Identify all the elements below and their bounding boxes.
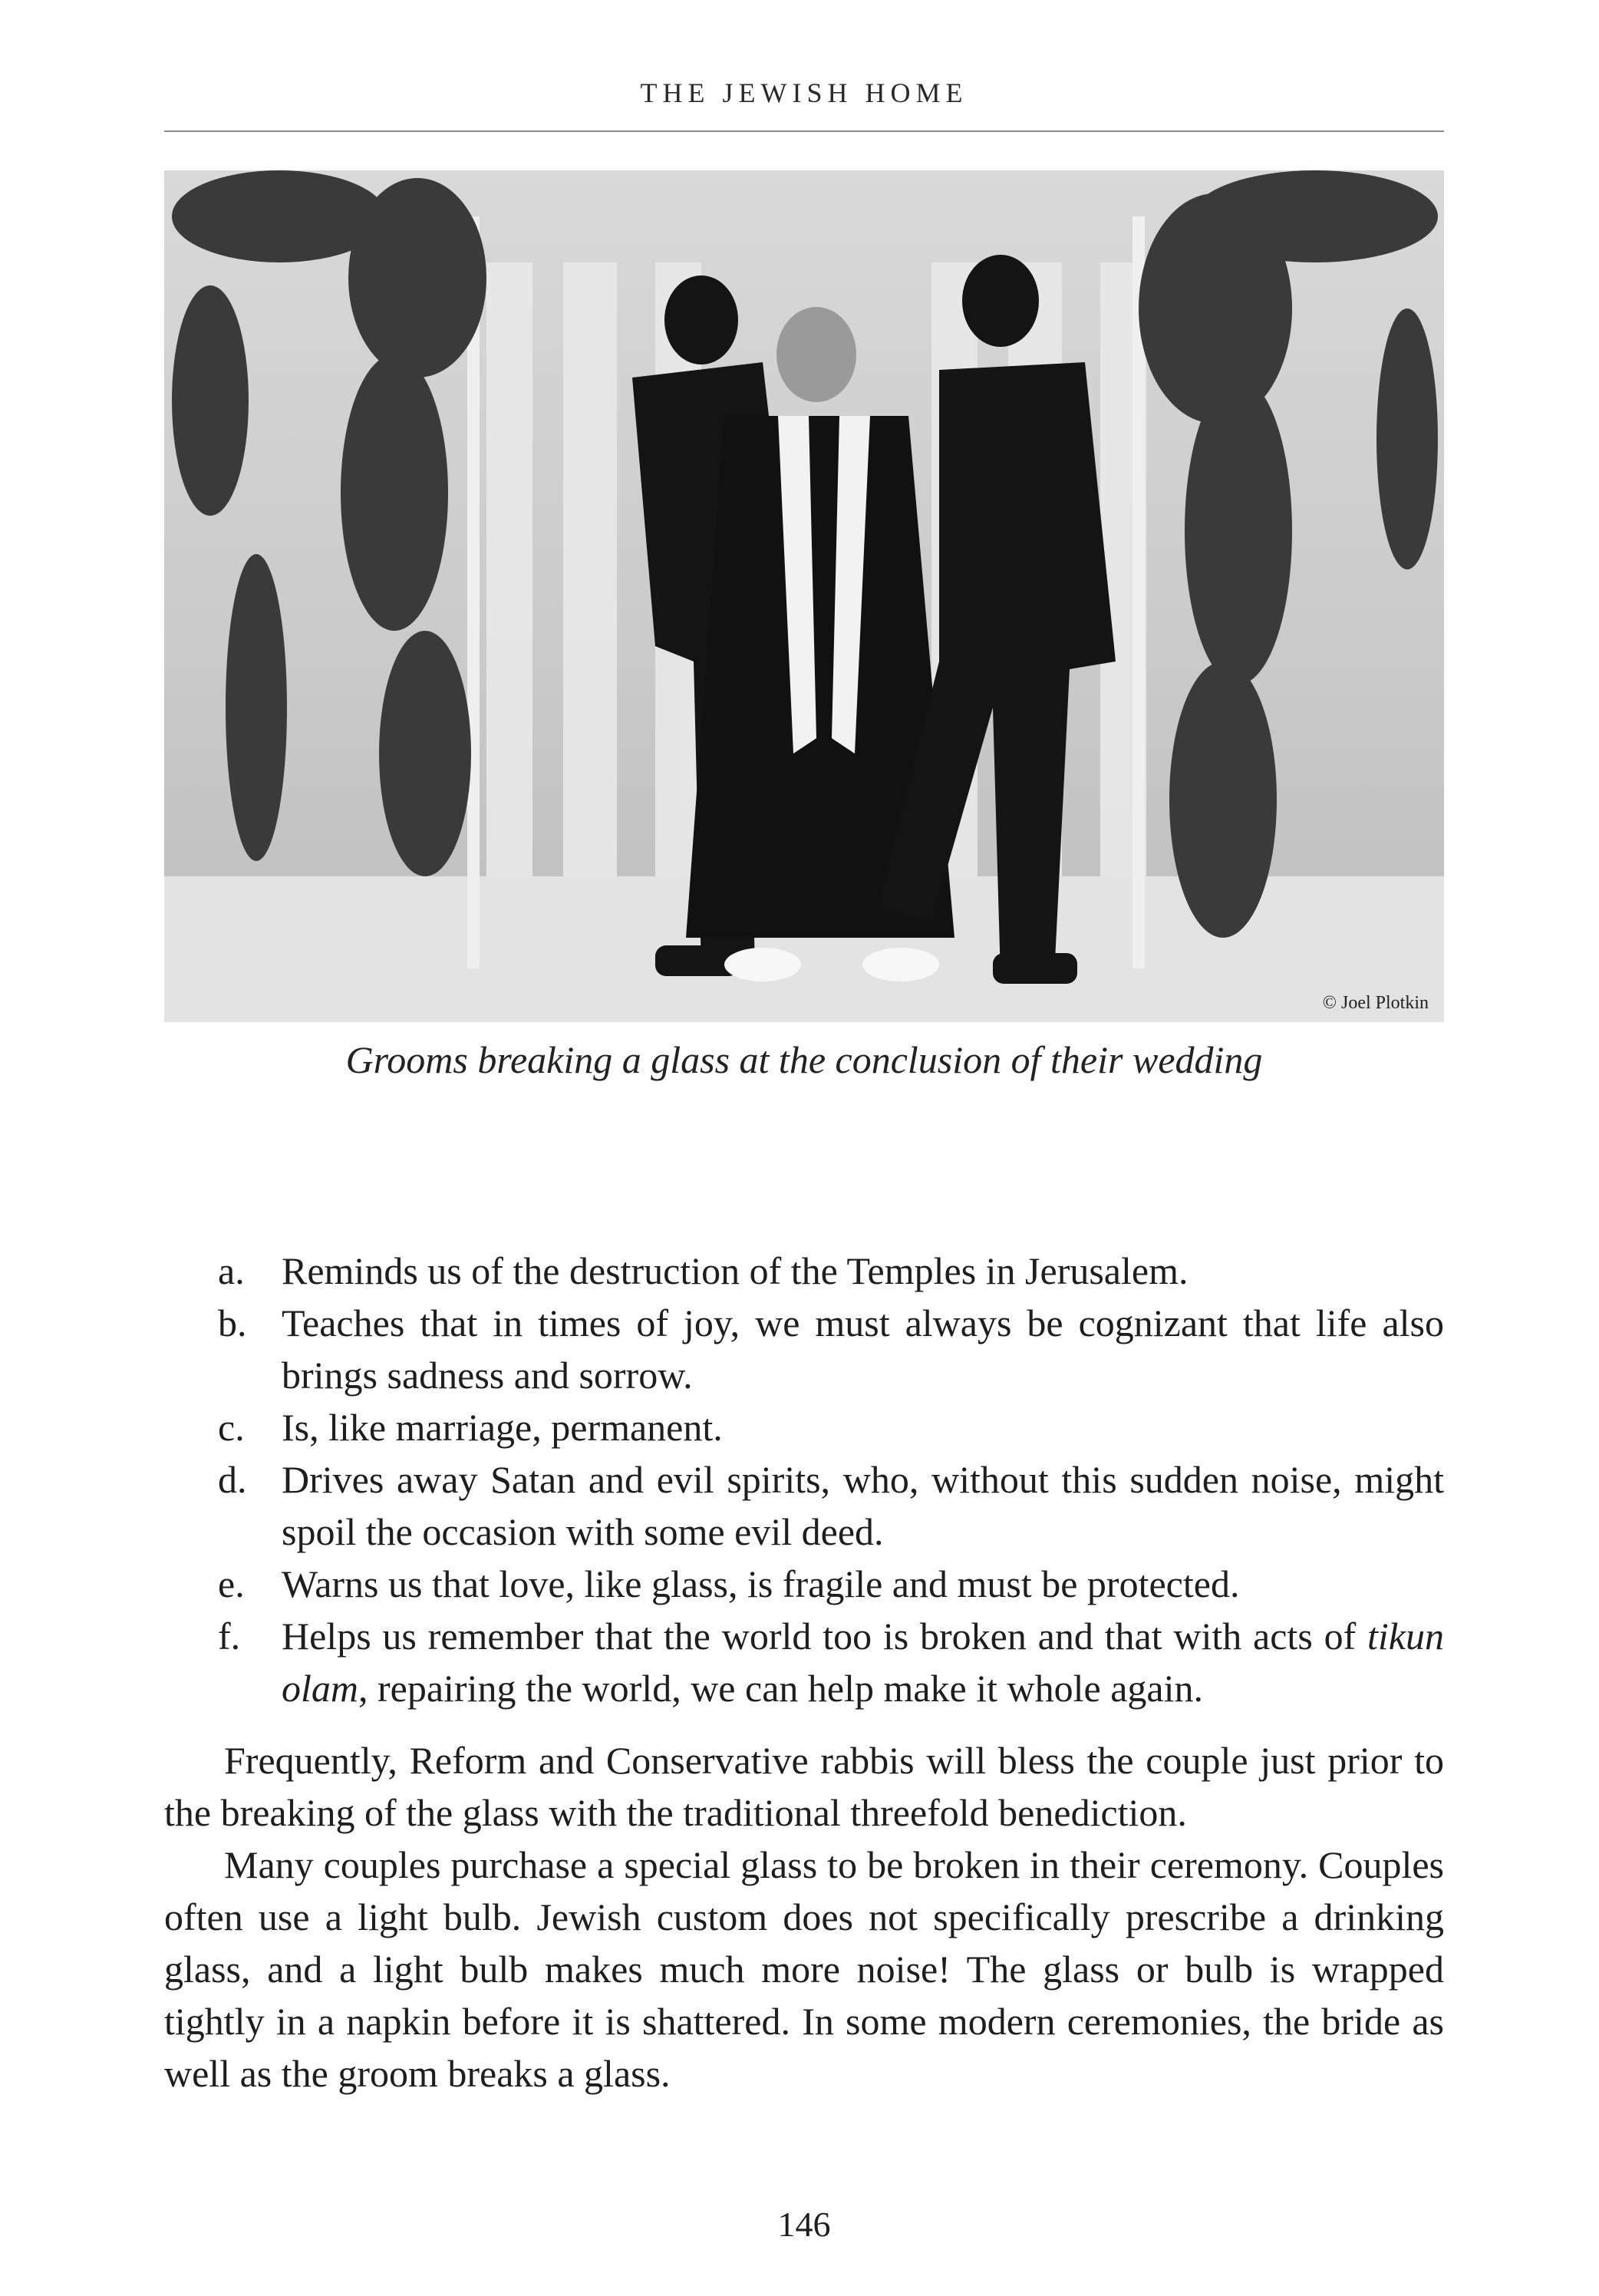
body-paragraph: Frequently, Reform and Conservative rabbis will bless the couple just prior to the breaking of the glass with the traditional threefold benediction. xyxy=(164,1739,1444,1834)
list-item xyxy=(164,1610,1444,1714)
list-letter: f. xyxy=(218,1615,241,1658)
list-item xyxy=(164,1401,1444,1453)
list-text xyxy=(282,1610,1444,1714)
figure-caption: Grooms breaking a glass at the conclusion of their wedding xyxy=(345,1038,1263,1081)
list-letter: a. xyxy=(218,1249,245,1292)
list-text: Reminds us of the destruction of the Temples in Jerusalem. xyxy=(282,1249,1189,1292)
list-item xyxy=(164,1558,1444,1610)
list-letter: e. xyxy=(218,1562,245,1605)
list-text: Is, like marriage, permanent. xyxy=(282,1406,723,1449)
list-text: Warns us that love, like glass, is fragile and must be protected. xyxy=(282,1562,1240,1605)
list-text-before: Helps us remember that the world too is broken and that with acts of xyxy=(282,1615,1368,1658)
list-letter: c. xyxy=(218,1406,245,1449)
wedding-photo xyxy=(164,170,1444,1022)
list-text-after: , repairing the world, we can help make it whole again. xyxy=(358,1667,1204,1710)
body-paragraph: Many couples purchase a special glass to be broken in their ceremony. Couples often use a light bulb. Jewish custom does not specifically prescribe a drinking glass, and a light bulb makes much more noise! The glass or bulb is wrapped tightly in a napkin before it is shattered. In some modern ceremonies, the bride as well as the groom breaks a glass. xyxy=(164,1843,1444,2095)
list-text: Teaches that in times of joy, we must always be cognizant that life also brings sadness and sorrow. xyxy=(282,1301,1444,1397)
list-item xyxy=(164,1297,1444,1401)
list-item xyxy=(164,1245,1444,1297)
list-letter: b. xyxy=(218,1301,247,1344)
running-head: THE JEWISH HOME xyxy=(640,78,968,108)
list-letter: d. xyxy=(218,1458,247,1501)
photo-credit: © Joel Plotkin xyxy=(1322,993,1429,1013)
page-number: 146 xyxy=(777,2205,831,2244)
list-item xyxy=(164,1453,1444,1558)
reasons-list xyxy=(164,1245,1444,1714)
list-text: Drives away Satan and evil spirits, who, without this sudden noise, might spoil the occasion with some evil deed. xyxy=(282,1458,1444,1553)
term-tikun-olam: tikun olam xyxy=(282,1615,1444,1710)
header-rule xyxy=(164,130,1444,132)
